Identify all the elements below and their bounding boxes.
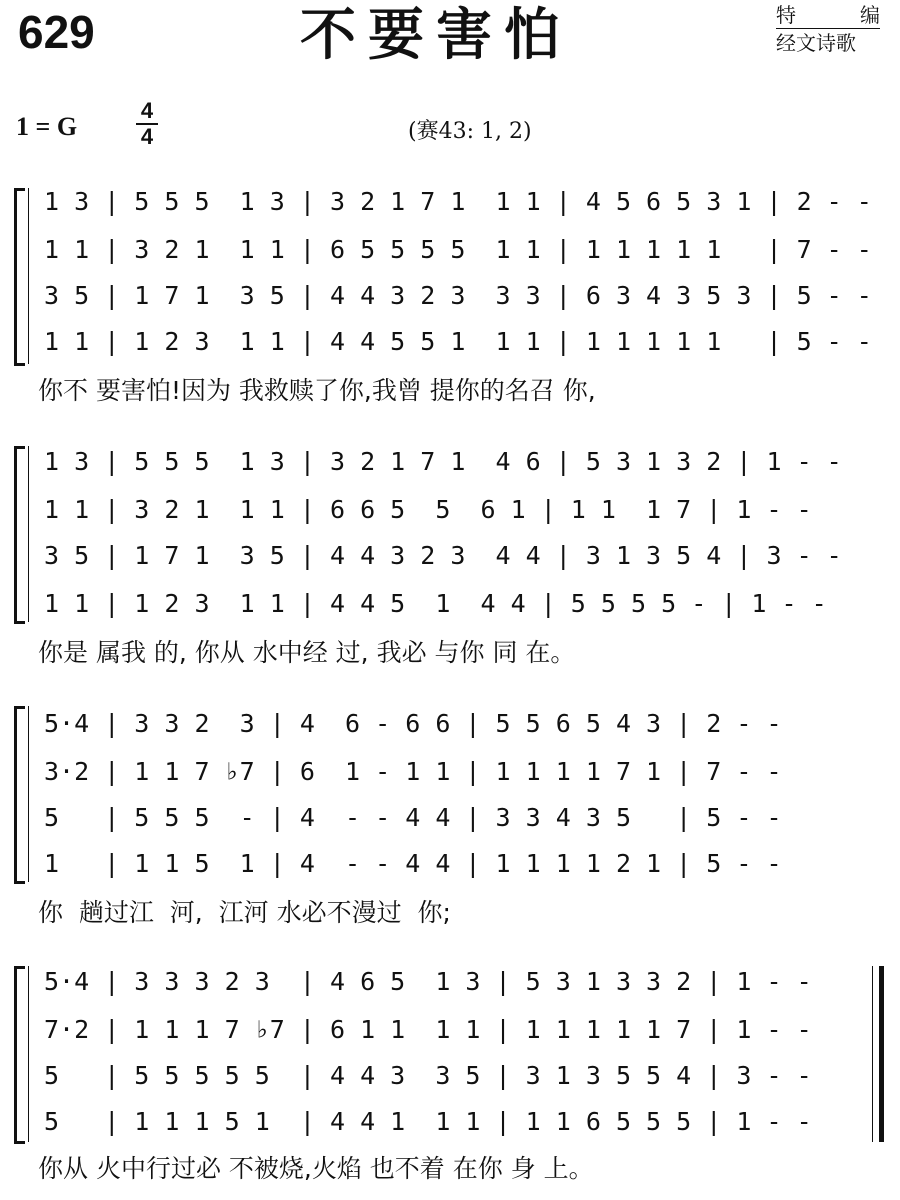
time-signature-bottom: 4	[140, 124, 154, 149]
lyrics-line: 你不 要害怕!因为 我救赎了你,我曾 提你的名召 你,	[38, 376, 596, 405]
system-line	[28, 706, 29, 882]
lyrics-line: 你从 火中行过必 不被烧,火焰 也不着 在你 身 上。	[38, 1154, 594, 1183]
hymn-number: 629	[18, 6, 95, 58]
time-signature-top: 4	[140, 98, 154, 123]
system-bracket	[14, 446, 25, 624]
final-barline-thin	[872, 966, 873, 1142]
hymn-title: 不要害怕	[300, 2, 572, 68]
system-bracket	[14, 188, 25, 366]
scripture-reference: (赛43: 1, 2)	[408, 119, 532, 144]
system-bracket	[14, 706, 25, 884]
key-signature: 1 = G	[16, 112, 78, 141]
time-signature	[134, 100, 160, 148]
lyrics-line: 你是 属我 的, 你从 水中经 过, 我必 与你 同 在。	[38, 638, 576, 667]
system-line	[28, 188, 29, 364]
credit-category: 经文诗歌	[776, 31, 856, 55]
credit-arranger: 特编	[776, 3, 880, 27]
final-barline-thick	[879, 966, 884, 1142]
system-bracket	[14, 966, 25, 1144]
system-line	[28, 966, 29, 1142]
system-line	[28, 446, 29, 622]
lyrics-line: 你 趟过江 河, 江河 水必不漫过 你;	[38, 898, 451, 927]
